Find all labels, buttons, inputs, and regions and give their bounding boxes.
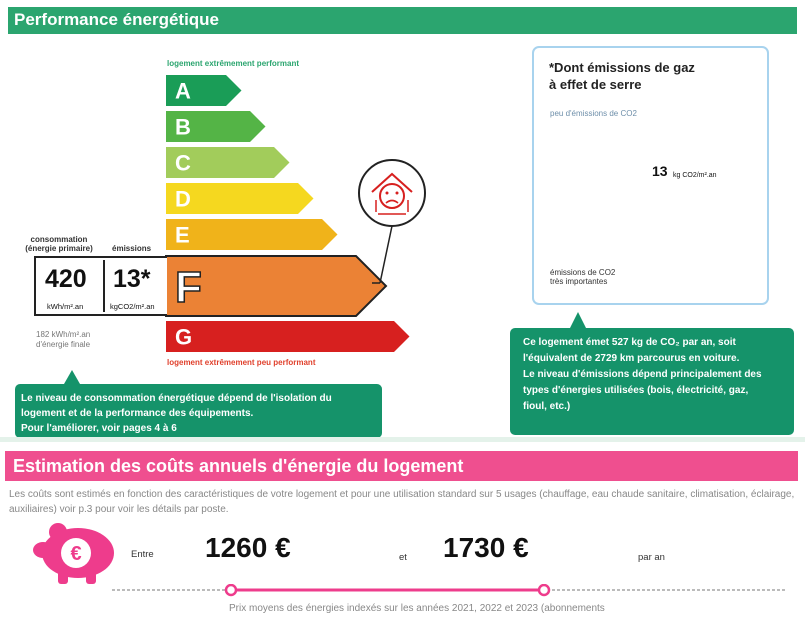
energy-class-letter-d: D bbox=[175, 186, 191, 212]
cost-per-year: par an bbox=[638, 552, 665, 563]
bubble-pointer-left bbox=[64, 370, 80, 384]
ges-title-line-2: à effet de serre bbox=[549, 77, 642, 92]
final-energy-label: d'énergie finale bbox=[36, 340, 91, 349]
ges-caption-bottom-2: très importantes bbox=[550, 277, 608, 286]
info-bubble-ges bbox=[510, 328, 794, 435]
emissions-unit: kgCO2/m².an bbox=[110, 302, 155, 311]
cost-low: 1260 € bbox=[205, 532, 291, 563]
final-energy bbox=[36, 330, 90, 350]
ges-title bbox=[549, 59, 739, 93]
ges-bubble-line: fioul, etc.) bbox=[523, 401, 571, 412]
emissions-label: émissions bbox=[112, 244, 152, 253]
energy-class-letter-b: B bbox=[175, 114, 191, 140]
svg-text:€: € bbox=[70, 543, 82, 565]
section-separator bbox=[0, 437, 805, 442]
ges-caption-bottom-1: émissions de CO2 bbox=[550, 268, 616, 277]
ges-bubble-line: Le niveau d'émissions dépend principalement des bbox=[523, 369, 762, 380]
energy-bubble-text: Le niveau de consommation énergétique dépend de l'isolation du logement et de la performance des équipements. bbox=[21, 393, 332, 419]
costs-description: Les coûts sont estimés en fonction des caractéristiques de votre logement et pour une utilisation standard sur 5 usages (chauffage, eau chaude sanitaire, climatisation, éclairage, auxiliaires) voir p.3 pour voir les détails par poste. bbox=[9, 489, 795, 515]
energy-class-letter-e: E bbox=[175, 222, 190, 248]
dpe-caption-top: logement extrêmement performant bbox=[167, 59, 300, 68]
value-divider bbox=[103, 260, 105, 312]
ges-caption-bottom bbox=[550, 268, 615, 286]
energy-class-letter-c: C bbox=[175, 150, 191, 176]
ges-caption-top: peu d'émissions de CO2 bbox=[550, 109, 637, 118]
consumption-label: consommation (énergie primaire) bbox=[25, 235, 93, 253]
costs-title: Estimation des coûts annuels d'énergie du logement bbox=[13, 456, 464, 476]
emissions-value: 13* bbox=[113, 265, 151, 293]
ges-value: 13 bbox=[652, 163, 668, 179]
ges-unit: kg CO2/m².an bbox=[673, 172, 717, 179]
bubble-pointer-right bbox=[570, 312, 586, 328]
sad-thermometer-house-icon bbox=[359, 160, 425, 283]
cost-between: Entre bbox=[131, 549, 154, 560]
dpe-caption-bottom: logement extrêmement peu performant bbox=[167, 358, 316, 367]
ges-bubble-line: types d'énergies utilisées (bois, électricité, gaz, bbox=[523, 385, 749, 396]
consumption-unit: kWh/m².an bbox=[47, 302, 84, 311]
piggy-bank-euro-icon bbox=[28, 520, 123, 586]
consumption-value: 420 bbox=[45, 265, 87, 293]
performance-title: Performance énergétique bbox=[14, 10, 220, 29]
range-high-marker bbox=[539, 585, 549, 595]
energy-class-letter-a: A bbox=[175, 78, 191, 104]
range-low-marker bbox=[226, 585, 236, 595]
energy-class-bar-e bbox=[166, 219, 338, 250]
info-bubble-energy bbox=[15, 384, 382, 438]
energy-bubble-link: Pour l'améliorer, voir pages 4 à 6 bbox=[21, 423, 177, 434]
ges-bubble-line: l'équivalent de 2729 km parcourus en voiture. bbox=[523, 353, 740, 364]
final-energy-value: 182 kWh/m².an bbox=[36, 330, 91, 339]
ges-bubble-line: Ce logement émet 527 kg de CO₂ par an, soit bbox=[523, 337, 736, 348]
cost-and: et bbox=[399, 552, 407, 563]
energy-class-letter-g: G bbox=[175, 324, 193, 350]
energy-class-letter-f: F bbox=[175, 263, 202, 312]
costs-header bbox=[5, 451, 798, 481]
energy-class-bar-g bbox=[166, 321, 410, 352]
price-note: Prix moyens des énergies indexés sur les années 2021, 2022 et 2023 (abonnements bbox=[229, 603, 605, 614]
ges-title-line-1: *Dont émissions de gaz bbox=[549, 60, 695, 75]
cost-high: 1730 € bbox=[443, 532, 529, 563]
